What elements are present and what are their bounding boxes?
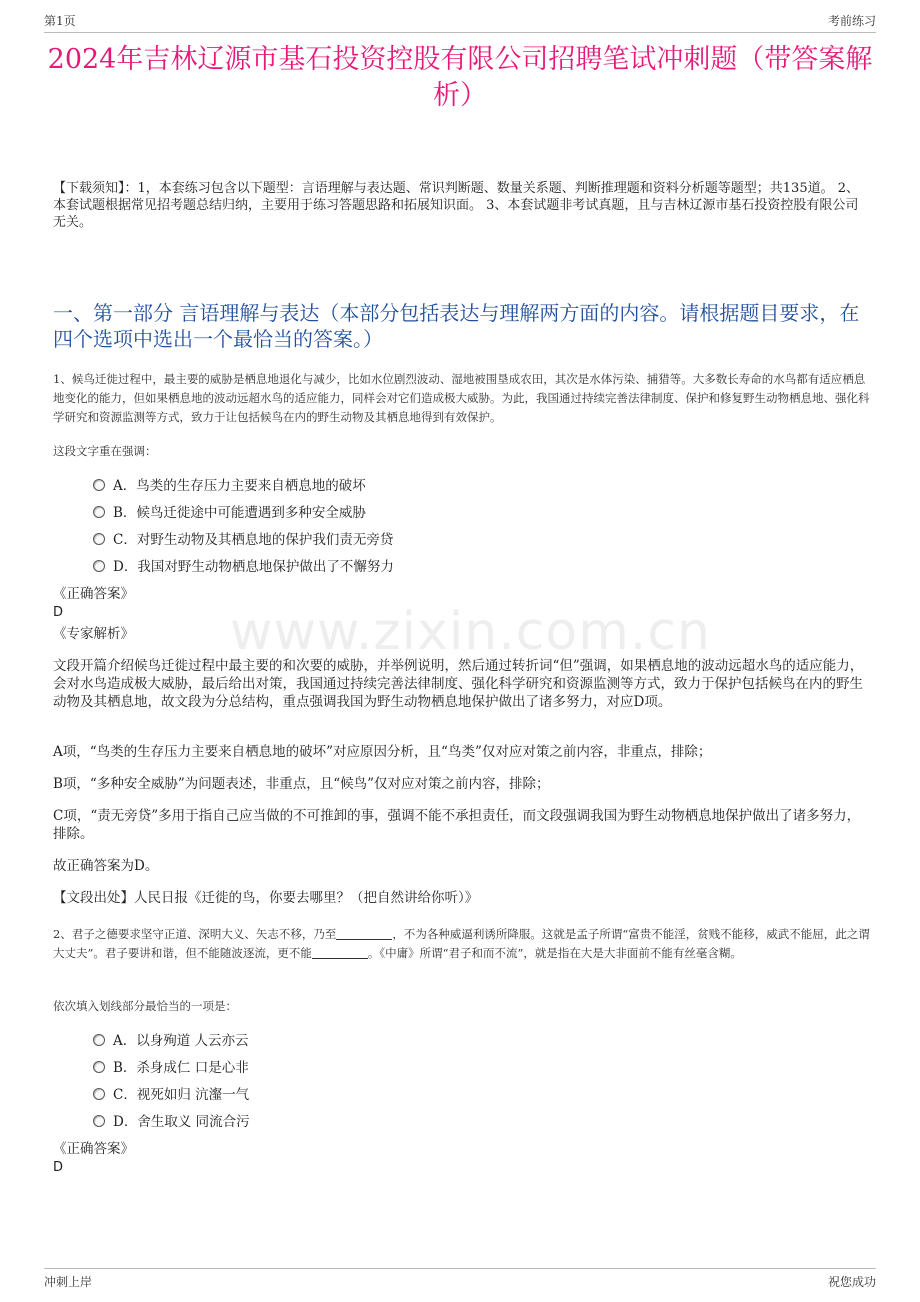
q2-option-d[interactable] [93,1113,250,1131]
option-label: D．我国对野生动物栖息地保护做出了不懈努力 [113,559,394,575]
page-footer [44,1268,876,1291]
section-heading: 一、第一部分 言语理解与表达（本部分包括表达与理解两方面的内容。请根据题目要求，在四个选项中选出一个最恰当的答案。） [53,301,860,351]
q1-option-a[interactable] [93,477,366,495]
radio-icon[interactable] [93,506,105,518]
q1-source: 【文段出处】人民日报《迁徙的鸟，你要去哪里？（把自然讲给你听）》 [53,890,479,906]
radio-icon[interactable] [93,533,105,545]
q2-answer-label: 《正确答案》 [53,1141,134,1157]
q1-conclusion: 故正确答案为D。 [53,858,159,874]
option-label: C．视死如归 沆瀣一气 [113,1087,250,1103]
q1-analysis-label: 《专家解析》 [53,626,134,642]
q2-text-part1: 2、君子之德要求坚守正道、深明大义、矢志不移，乃至 [53,927,337,941]
q2-text-part2: ，不为各种威逼利诱所降服。这就是孟子所谓“富贵不能淫，贫贱不能移，威武不能屈，此之谓大丈夫”。君子要讲和谐，但不能随波逐流，更不能 [53,927,870,960]
option-label: D．舍生取义 同流合污 [113,1114,250,1130]
option-label: B．候鸟迁徙途中可能遭遇到多种安全威胁 [113,505,366,521]
q2-option-c[interactable] [93,1086,249,1104]
q2-option-a[interactable] [93,1032,249,1050]
footer-slogan-right: 祝您成功 [827,1275,876,1289]
question-1-text: 1、候鸟迁徙过程中，最主要的威胁是栖息地退化与减少，比如水位剧烈波动、湿地被围垦成农田，其次是水体污染、捕猎等。大多数长寿命的水鸟都有适应栖息地变化的能力，但如果栖息地的波动远超水鸟的适应能力，同样会对它们造成极大威胁。为此，我国通过持续完善法律制度、保护和修复野生动物栖息地、强化科学研究和资源监测等方式，致力于让包括候鸟在内的野生动物及其栖息地得到有效保护。 [53,372,870,424]
q1-explain-a: A项，“鸟类的生存压力主要来自栖息地的破坏”对应原因分析，且“鸟类”仅对应对策之前内容，非重点，排除； [53,744,712,760]
radio-icon[interactable] [93,1034,105,1046]
page-header [44,10,876,33]
q1-option-d[interactable] [93,558,394,576]
option-label: C．对野生动物及其栖息地的保护我们责无旁贷 [113,532,394,548]
page-number: 第1页 [44,14,76,28]
q1-answer: D [53,605,64,620]
q2-text-part3: 。《中庸》所谓“君子和而不流”，就是指在大是大非面前不能有丝毫含糊。 [367,946,742,960]
q1-analysis: 文段开篇介绍候鸟迁徙过程中最主要的和次要的威胁，并举例说明，然后通过转折词“但”强调，如果栖息地的波动远超水鸟的适应能力，会对水鸟造成极大威胁，最后给出对策，我国通过持续完善法律制度、强化科学研究和资源监测等方式，致力于保护包括候鸟在内的野生动物及其栖息地，故文段为分总结构，重点强调我国为野生动物栖息地保护做出了诸多努力，对应D项。 [53,658,864,710]
q1-explain-c: C项，“责无旁贷”多用于指自己应当做的不可推卸的事，强调不能不承担责任，而文段强调我国为野生动物栖息地保护做出了诸多努力，排除。 [53,808,861,842]
radio-icon[interactable] [93,1061,105,1073]
q1-option-c[interactable] [93,531,393,549]
footer-slogan-left: 冲刺上岸 [44,1275,93,1289]
question-1-prompt: 这段文字重在强调： [53,444,157,458]
radio-icon[interactable] [93,1088,105,1100]
question-2-prompt: 依次填入划线部分最恰当的一项是： [53,999,237,1013]
radio-icon[interactable] [93,560,105,572]
fill-blank-2 [312,946,368,959]
q2-option-b[interactable] [93,1059,249,1077]
watermark: www.zixin.com.cn [230,602,711,662]
option-label: A．鸟类的生存压力主要来自栖息地的破坏 [113,478,366,494]
document-title: 2024年吉林辽源市基石投资控股有限公司招聘笔试冲刺题（带答案解析） [47,44,873,111]
radio-icon[interactable] [93,1115,105,1127]
question-2-text [53,925,870,963]
q1-answer-label: 《正确答案》 [53,586,134,602]
fill-blank-1 [336,927,392,940]
option-label: B．杀身成仁 口是心非 [113,1060,249,1076]
q1-option-b[interactable] [93,504,366,522]
option-label: A．以身殉道 人云亦云 [113,1033,249,1049]
header-tag: 考前练习 [827,14,876,28]
q2-answer: D [53,1160,64,1175]
q1-explain-b: B项，“多种安全威胁”为问题表述，非重点，且“候鸟”仅对应对策之前内容，排除； [53,776,550,792]
download-notice: 【下载须知】：1，本套练习包含以下题型：言语理解与表达题、常识判断题、数量关系题、判断推理题和资料分析题等题型；共135道。 2、本套试题根据常见招考题总结归纳，主要用于练习答题思路和拓展知识面。 3、本套试题非考试真题，且与吉林辽源市基石投资控股有限公司无关。 [53,181,859,230]
radio-icon[interactable] [93,479,105,491]
